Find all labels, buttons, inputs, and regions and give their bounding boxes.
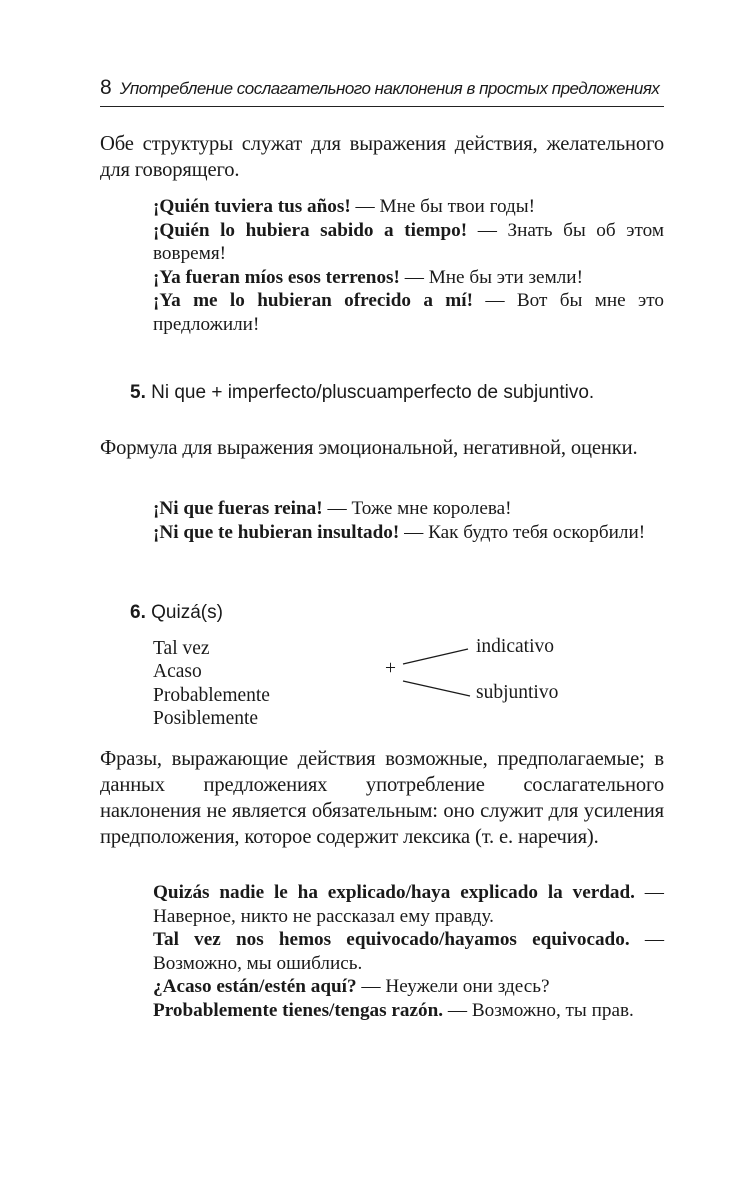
example-russian: — Тоже мне королева! — [322, 498, 512, 519]
phrases-paragraph: Фразы, выражающие действия возможные, предполагаемые; в данных предложениях употребление сослагательного наклонения не является обязательным: оно служит для усиления предположения, которое содержит лексика (т. е. наречия). — [100, 748, 664, 848]
running-header — [100, 76, 664, 107]
example-spanish: Probablemente tienes/tengas razón. — [153, 999, 444, 1021]
branch-line-upper — [403, 649, 468, 664]
example-russian: — Неужели они здесь? — [356, 976, 550, 997]
example-russian: — Мне бы эти земли! — [399, 266, 583, 288]
branch-line-lower — [403, 681, 470, 696]
example-3-1 — [153, 881, 664, 928]
section-number: 6. — [130, 602, 146, 623]
example-spanish: ¡Ni que te hubieran insultado! — [153, 521, 400, 543]
examples-block-3 — [153, 881, 664, 1022]
examples-block-2 — [153, 497, 664, 544]
example-spanish: ¡Ni que fueras reina! — [153, 498, 323, 519]
example-russian: — Наверное, никто не рассказал ему правду. — [153, 882, 664, 927]
example-spanish: ¡Ya me lo hubieran ofrecido a mí! — [153, 290, 473, 311]
example-2-2 — [153, 521, 664, 545]
adverb-item: Tal vez — [153, 638, 210, 659]
example-spanish: ¿Acaso están/estén aquí? — [153, 976, 357, 997]
section-6-heading — [130, 600, 664, 625]
example-spanish: ¡Quién tuviera tus años! — [153, 196, 351, 217]
example-3-4 — [153, 999, 664, 1023]
example-russian: — Возможно, ты прав. — [443, 999, 634, 1021]
page-number: 8 — [100, 76, 112, 99]
example-3-3 — [153, 975, 664, 999]
running-title: Употребление сослагательного наклонения в простых предложениях — [119, 79, 660, 98]
example-3-2 — [153, 928, 664, 975]
section-title: Ni que + imperfecto/pluscuamperfecto de subjuntivo. — [145, 382, 595, 403]
adverb-item: Posiblemente — [153, 707, 259, 729]
example-spanish: Quizás nadie le ha explicado/haya explicado la verdad. — [153, 882, 635, 903]
section-5-heading — [130, 380, 664, 405]
example-1-2 — [153, 219, 664, 266]
adverb-list — [153, 637, 270, 730]
example-spanish: Tal vez nos hemos equivocado/hayamos equivocado. — [153, 929, 630, 950]
adverb-item: Acaso — [153, 661, 202, 683]
example-1-4 — [153, 289, 664, 336]
section-title: Quizá(s) — [145, 602, 223, 623]
mood-indicativo: indicativo — [476, 636, 554, 657]
plus-sign: + — [385, 658, 396, 679]
section-number: 5. — [130, 382, 146, 403]
mood-subjuntivo: subjuntivo — [476, 682, 559, 703]
formula-paragraph: Формула для выражения эмоциональной, негативной, оценки. — [100, 437, 638, 459]
example-russian: — Возможно, мы ошиблись. — [153, 929, 664, 974]
adverb-item: Probablemente — [153, 684, 270, 706]
example-1-3 — [153, 266, 664, 290]
example-1-1 — [153, 195, 664, 219]
intro-paragraph: Обе структуры служат для выражения действия, желательного для говорящего. — [100, 133, 664, 181]
example-russian: — Знать бы об этом вовремя! — [153, 219, 664, 264]
example-russian: — Как будто тебя оскорбили! — [399, 521, 646, 543]
example-russian: — Мне бы твои годы! — [350, 196, 536, 217]
example-spanish: ¡Ya fueran míos esos terrenos! — [153, 266, 400, 288]
examples-block-1 — [153, 195, 664, 336]
example-spanish: ¡Quién lo hubiera sabido a tiempo! — [153, 219, 468, 241]
example-2-1 — [153, 497, 664, 521]
example-russian: — Вот бы мне это предложили! — [153, 290, 664, 335]
